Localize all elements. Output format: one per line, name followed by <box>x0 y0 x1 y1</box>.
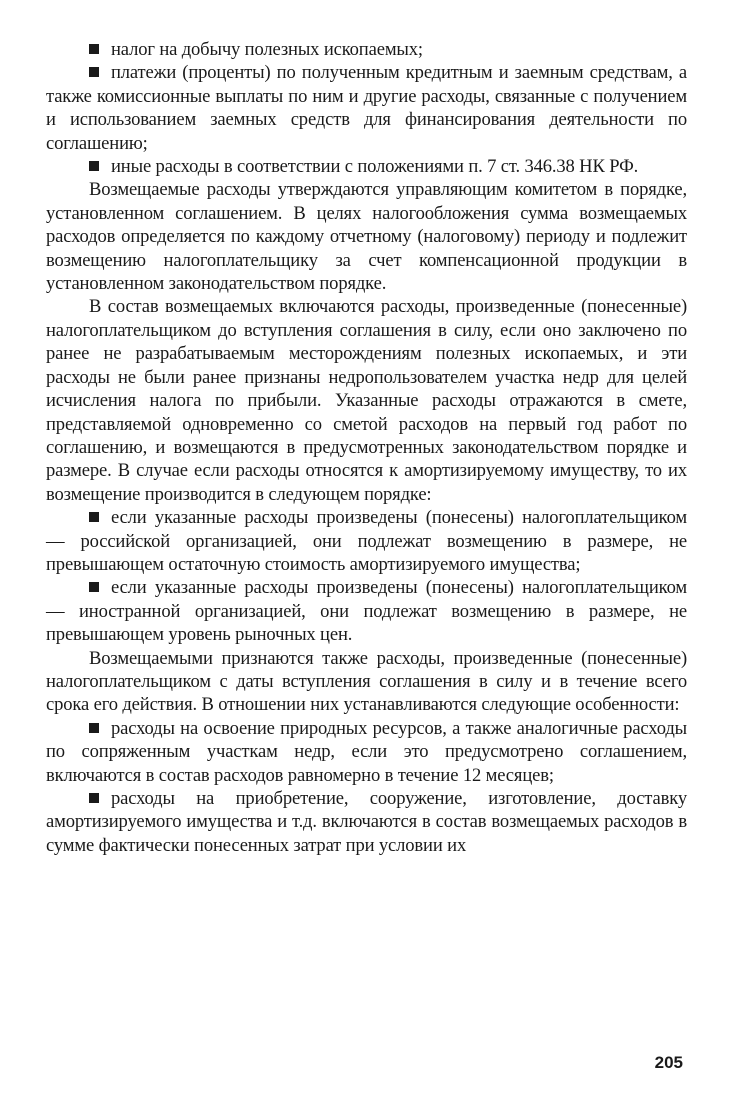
paragraph: Возмещаемые расходы утверждаются управляющим комитетом в порядке, установленном соглашением. В целях налогообложения сумма возмещаемых расходов определяется по каждому отчетному (налоговому) периоду и подлежит возмещению налогоплательщику за счет компенсационной продукции в установленном законодательством порядке. <box>46 179 687 295</box>
bullet-item: если указанные расходы произведены (понесены) налогоплательщиком — российской организацией, они подлежат возмещению в размере, не превышающем остаточную стоимость амортизируемого имущества; <box>46 507 687 575</box>
bullet-item: платежи (проценты) по полученным кредитным и заемным средствам, а также комиссионные выплаты по ним и другие расходы, связанные с получением и использованием заемных средств для финансирования деятельности по соглашению; <box>46 62 687 154</box>
bullet-item: налог на добычу полезных ископаемых; <box>46 38 687 61</box>
paragraph: В состав возмещаемых включаются расходы, произведенные (понесенные) налогоплательщиком до вступления соглашения в силу, если оно заключено по ранее не разрабатываемым месторождениям полезных ископаемых, и эти расходы не были ранее признаны недропользователем участка недр для целей исчисления налога по прибыли. Указанные расходы отражаются в смете, представляемой одновременно со сметой расходов на первый год работ по соглашению, и возмещаются в предусмотренных законодательством порядке и размере. В случае если расходы относятся к амортизируемому имуществу, то их возмещение производится в следующем порядке: <box>46 296 687 505</box>
bullet-item: если указанные расходы произведены (понесены) налогоплательщиком — иностранной организацией, они подлежат возмещению в размере, не превышающем уровень рыночных цен. <box>46 577 687 646</box>
bullet-item: расходы на освоение природных ресурсов, а также аналогичные расходы по сопряженным участкам недр, если это предусмотрено соглашением, включаются в состав расходов равномерно в течение 12 месяцев; <box>46 717 687 786</box>
page-number: 205 <box>654 1053 683 1072</box>
bullet-item: расходы на приобретение, сооружение, изготовление, доставку амортизируемого имущества и т.д. включаются в состав возмещаемых расходов в сумме фактически понесенных затрат при условии их <box>46 788 687 856</box>
paragraph: Возмещаемыми признаются также расходы, произведенные (понесенные) налогоплательщиком с даты вступления соглашения в силу и в течение всего срока его действия. В отношении них устанавливаются следующие особенности: <box>46 647 687 716</box>
bullet-item: иные расходы в соответствии с положениями п. 7 ст. 346.38 НК РФ. <box>46 155 687 178</box>
body-text <box>46 38 687 857</box>
